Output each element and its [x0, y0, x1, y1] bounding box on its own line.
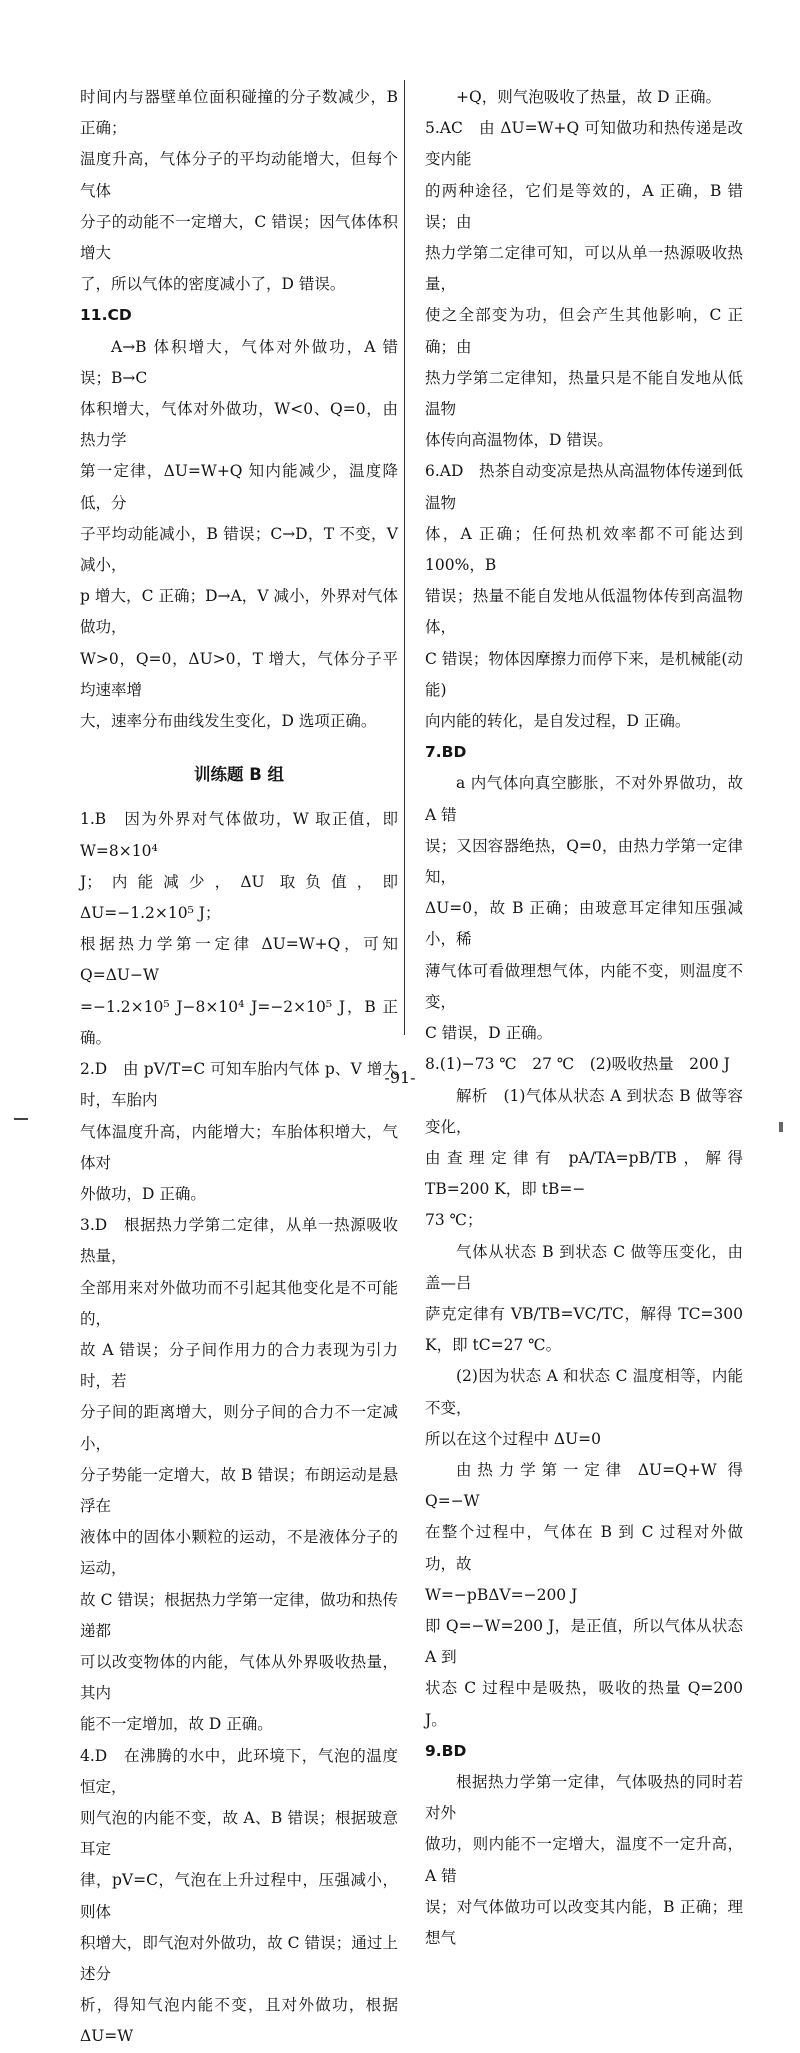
text-line: 体传向高温物体，D 错误。 — [425, 431, 613, 450]
text-line: 气体温度升高，内能增大；车胎体积增大，气体对 — [80, 1122, 398, 1172]
text-line: 误；又因容器绝热，Q=0，由热力学第一定律知， — [425, 836, 743, 887]
text-line: A→B 体积增大，气体对外做功，A 错误；B→C — [80, 337, 398, 387]
text-line: 子平均动能减小，B 错误；C→D，T 不变，V 减小， — [80, 524, 398, 575]
text-line: 所以在这个过程中 ΔU=0 — [425, 1429, 602, 1448]
text-line: 析，得知气泡内能不变，且对外做功，根据 ΔU=W — [80, 1996, 398, 2046]
text-line: 由热力学第一定律 ΔU=Q+W 得 Q=−W — [425, 1460, 743, 1511]
text-line: 大，速率分布曲线发生变化，D 选项正确。 — [80, 712, 377, 731]
text-line: 温度升高，气体分子的平均动能增大，但每个气体 — [80, 150, 398, 200]
text-line: 即 Q=−W=200 J，是正值，所以气体从状态 A 到 — [425, 1616, 743, 1667]
text-line: 由查理定律有 pA/TA=pB/TB，解得 TB=200 K，即 tB=− — [425, 1148, 743, 1199]
text-line: 错误；热量不能自发地从低温物体传到高温物体， — [425, 587, 743, 637]
text-line: 分子的动能不一定增大，C 错误；因气体体积增大 — [80, 212, 398, 263]
answer-heading-9: 9.BD — [425, 1741, 467, 1760]
text-line: W>0，Q=0，ΔU>0，T 增大，气体分子平均速率增 — [80, 649, 398, 699]
text-line: (2)因为状态 A 和状态 C 温度相等，内能不变， — [425, 1367, 743, 1417]
answer-heading-11: 11.CD — [80, 306, 132, 325]
text-line: p 增大，C 正确；D→A，V 减小，外界对气体做功， — [80, 587, 398, 637]
text-line: 状态 C 过程中是吸热，吸收的热量 Q=200 J。 — [425, 1679, 743, 1729]
text-line: 时间内与器壁单位面积碰撞的分子数减少，B 正确； — [80, 88, 398, 138]
text-line: 律，pV=C，气泡在上升过程中，压强减小，则体 — [80, 1871, 398, 1921]
text-line: 热力学第二定律可知，可以从单一热源吸收热量， — [425, 244, 743, 294]
text-line: 气体从状态 B 到状态 C 做等压变化，由盖—吕 — [425, 1242, 743, 1292]
text-line: ΔU=0，故 B 正确；由玻意耳定律知压强减小，稀 — [425, 899, 743, 949]
text-line: 则气泡的内能不变，故 A、B 错误；根据玻意耳定 — [80, 1808, 398, 1859]
text-line: 了，所以气体的密度减小了，D 错误。 — [80, 275, 346, 294]
text-line: 故 A 错误；分子间作用力的合力表现为引力时，若 — [80, 1340, 398, 1391]
text-line: 分子间的距离增大，则分子间的合力不一定减小， — [80, 1403, 398, 1453]
text-line: 使之全部变为功，但会产生其他影响，C 正确；由 — [425, 306, 743, 356]
text-line: 液体中的固体小颗粒的运动，不是液体分子的运动， — [80, 1528, 398, 1578]
text-line: 解析 (1)气体从状态 A 到状态 B 做等容变化， — [425, 1086, 743, 1136]
text-line: 3.D 根据热力学第二定律，从单一热源吸收热量， — [80, 1216, 398, 1266]
text-line: 能不一定增加，故 D 正确。 — [80, 1715, 273, 1734]
text-line: 可以改变物体的内能，气体从外界吸收热量，其内 — [80, 1652, 398, 1703]
text-line: 分子势能一定增大，故 B 错误；布朗运动是悬浮在 — [80, 1465, 398, 1515]
section-title: 训练题 B 组 — [193, 765, 285, 785]
text-line: 4.D 在沸腾的水中，此环境下，气泡的温度恒定， — [80, 1746, 398, 1796]
text-line: a 内气体向真空膨胀，不对外界做功，故 A 错 — [425, 774, 743, 824]
text-line: 体积增大，气体对外做功，W<0、Q=0，由热力学 — [80, 400, 398, 450]
text-line: 萨克定律有 VB/TB=VC/TC，解得 TC=300 K，即 tC=27 ℃。 — [425, 1304, 743, 1355]
text-line: C 错误，D 正确。 — [425, 1024, 553, 1043]
text-line: 薄气体可看做理想气体，内能不变，则温度不变， — [425, 961, 743, 1011]
text-line: 的两种途径，它们是等效的，A 正确，B 错误；由 — [425, 181, 743, 231]
page-number: -91- — [384, 1068, 416, 1087]
text-line: 全部用来对外做功而不引起其他变化是不可能的， — [80, 1278, 398, 1328]
text-line: 故 C 错误；根据热力学第一定律，做功和热传递都 — [80, 1590, 398, 1640]
text-line: 做功，则内能不一定增大，温度不一定升高，A 错 — [425, 1835, 743, 1885]
text-line: 1.B 因为外界对气体做功，W 取正值，即 W=8×10⁴ — [80, 810, 398, 860]
text-line: W=−pBΔV=−200 J — [425, 1585, 578, 1604]
text-line: 外做功，D 正确。 — [80, 1184, 206, 1203]
text-line: 在整个过程中，气体在 B 到 C 过程对外做功，故 — [425, 1523, 743, 1573]
text-line: 向内能的转化，是自发过程，D 正确。 — [425, 712, 691, 731]
scan-mark — [779, 1122, 783, 1132]
column-divider — [404, 80, 405, 1035]
text-line: 根据热力学第一定律，气体吸热的同时若对外 — [425, 1772, 743, 1823]
text-line: J；内能减少，ΔU 取负值，即 ΔU=−1.2×10⁵ J； — [80, 872, 398, 923]
text-line: +Q，则气泡吸收了热量，故 D 正确。 — [456, 88, 721, 106]
right-column — [425, 82, 743, 1954]
text-line: 误；对气体做功可以改变其内能，B 正确；理想气 — [425, 1897, 743, 1947]
text-line: 5.AC 由 ΔU=W+Q 可知做功和热传递是改变内能 — [425, 119, 743, 169]
answer-heading-7: 7.BD — [425, 743, 467, 762]
scan-mark — [14, 1118, 28, 1120]
text-line: 6.AD 热茶自动变凉是热从高温物体传递到低温物 — [425, 462, 743, 512]
text-line: =−1.2×10⁵ J−8×10⁴ J=−2×10⁵ J，B 正确。 — [80, 997, 398, 1047]
text-line: 体，A 正确；任何热机效率都不可能达到 100%，B — [425, 524, 743, 575]
answer-heading-8: 8.(1)−73 ℃ 27 ℃ (2)吸收热量 200 J — [425, 1055, 730, 1074]
text-line: 73 ℃； — [425, 1211, 483, 1230]
text-line: 2.D 由 pV/T=C 可知车胎内气体 p、V 增大时，车胎内 — [80, 1060, 398, 1110]
text-line: 第一定律，ΔU=W+Q 知内能减少，温度降低，分 — [80, 462, 398, 512]
text-line: C 错误；物体因摩擦力而停下来，是机械能(动能) — [425, 649, 743, 699]
text-line: 积增大，即气泡对外做功，故 C 错误；通过上述分 — [80, 1933, 398, 1983]
text-line: 根据热力学第一定律 ΔU=W+Q，可知 Q=ΔU−W — [80, 935, 398, 985]
text-line: 热力学第二定律知，热量只是不能自发地从低温物 — [425, 368, 743, 419]
